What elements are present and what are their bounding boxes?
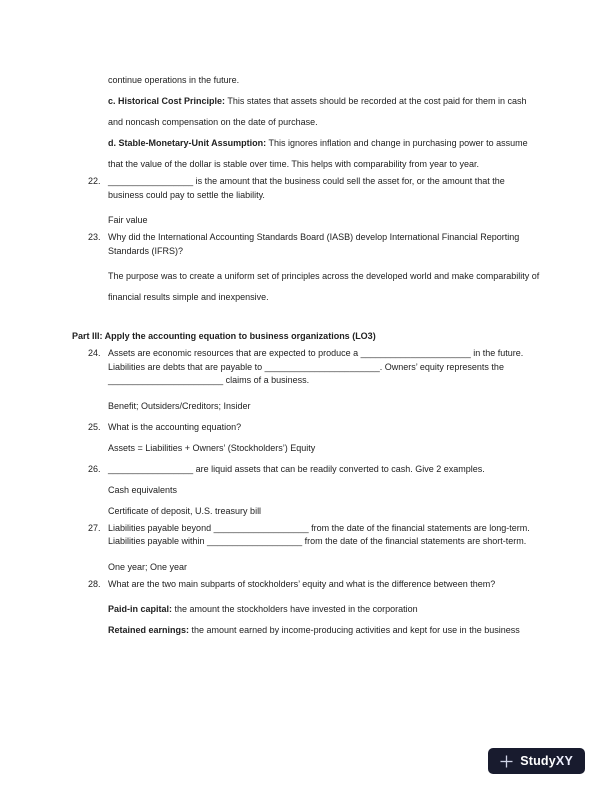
- answer-text: Cash equivalents: [108, 484, 178, 495]
- question-item: [88, 578, 540, 592]
- definition-paragraph: [108, 91, 540, 133]
- answer-paragraph: [108, 210, 540, 231]
- studyxy-logo: [488, 748, 585, 774]
- definition-term: c. Historical Cost Principle:: [108, 96, 226, 106]
- definition-text: the amount earned by income-producing activities and kept for use in the business: [189, 625, 520, 635]
- answer-text: Fair value: [108, 215, 148, 225]
- question-item: [88, 175, 540, 202]
- question-number: 26.: [88, 463, 101, 474]
- brand-name: [520, 755, 573, 768]
- question-text: What is the accounting equation?: [108, 421, 242, 432]
- answer-text: The purpose was to create a uniform set of principles across the developed world and make comparability of financial results simple and inexpensive.: [108, 271, 540, 302]
- question-item: [88, 347, 540, 388]
- definition-term: Retained earnings:: [108, 625, 190, 635]
- question-number: 24.: [88, 348, 101, 358]
- question-item: [88, 459, 540, 480]
- question-item: [88, 231, 540, 258]
- definition-term: Paid-in capital:: [108, 604, 173, 614]
- definition-paragraph: [108, 133, 540, 175]
- question-number: 22.: [88, 176, 101, 186]
- definition-paragraph: [108, 620, 540, 641]
- question-text: Liabilities payable beyond ___________________ from the date of the financial statements are long-term. Liabilities payable within ___________________ from the date of the financial statements are short-term.: [108, 522, 530, 546]
- definition-term: d. Stable-Monetary-Unit Assumption:: [108, 138, 267, 148]
- answer-text: One year; One year: [108, 561, 188, 572]
- answer-text: Benefit; Outsiders/Creditors; Insider: [108, 400, 251, 411]
- answer-paragraph: [108, 438, 540, 459]
- brand-name-primary: Study: [520, 753, 556, 768]
- question-number: 23.: [88, 232, 101, 242]
- answer-text: Certificate of deposit, U.S. treasury bill: [108, 505, 262, 516]
- answer-paragraph: [108, 396, 540, 417]
- question-text: What are the two main subparts of stockholders’ equity and what is the difference between them?: [108, 578, 496, 589]
- definition-paragraph: [108, 599, 540, 620]
- question-number: 25.: [88, 421, 101, 432]
- question-text: _________________ is the amount that the business could sell the asset for, or the amount that the business could pay to settle the liability.: [108, 176, 505, 200]
- answer-paragraph: [108, 501, 540, 522]
- answer-paragraph: [108, 557, 540, 578]
- answer-paragraph: [108, 70, 540, 91]
- document-content: [72, 70, 540, 641]
- question-item: [88, 417, 540, 438]
- definition-text: This states that assets should be recorded at the cost paid for them in cash and noncash compensation on the date of purchase.: [108, 96, 527, 127]
- question-item: [88, 522, 540, 549]
- definition-text: the amount the stockholders have invested in the corporation: [172, 604, 418, 614]
- answer-text: continue operations in the future.: [108, 75, 240, 85]
- answer-paragraph: [108, 266, 540, 308]
- answer-paragraph: [108, 480, 540, 501]
- section-heading: Part III: Apply the accounting equation to business organizations (LO3): [72, 331, 376, 341]
- question-text: _________________ are liquid assets that can be readily converted to cash. Give 2 examples.: [108, 463, 485, 474]
- question-number: 28.: [88, 578, 101, 589]
- question-text: Assets are economic resources that are expected to produce a ______________________ in the future. Liabilities are debts that are payable to _______________________. Owners’ equity represents the _______________________ claims of a business.: [108, 348, 524, 385]
- question-number: 27.: [88, 522, 101, 533]
- brand-name-secondary: XY: [555, 753, 573, 768]
- plus-icon: [500, 755, 513, 768]
- question-text: Why did the International Accounting Standards Board (IASB) develop International Financial Reporting Standards (IFRS)?: [108, 232, 520, 256]
- answer-text: Assets = Liabilities + Owners’ (Stockholders’) Equity: [108, 442, 316, 453]
- definition-text: This ignores inflation and change in purchasing power to assume that the value of the dollar is stable over time. This helps with comparability from year to year.: [108, 138, 528, 169]
